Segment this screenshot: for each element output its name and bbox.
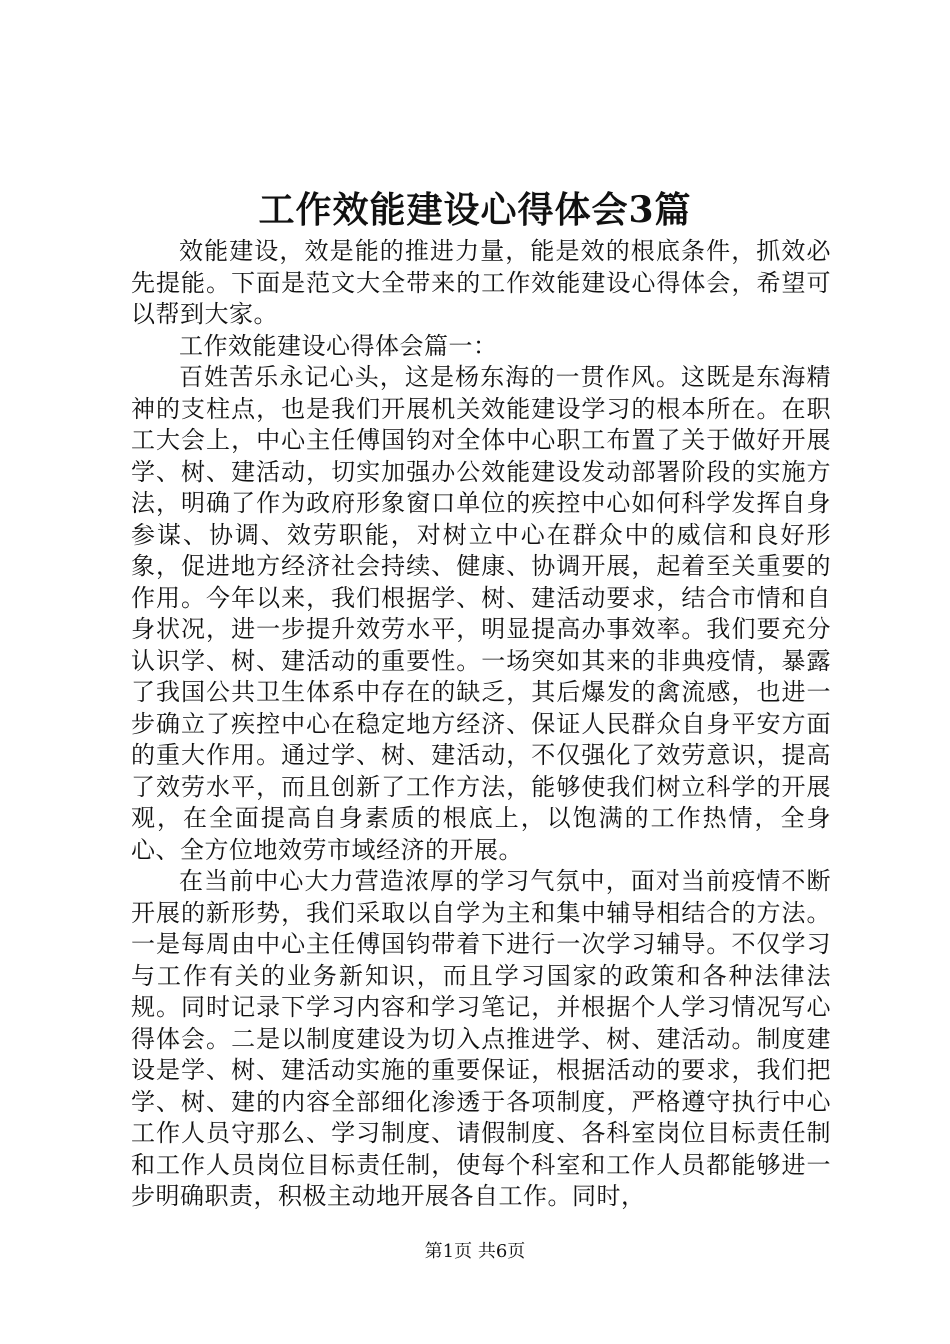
body-paragraph: 百姓苦乐永记心头，这是杨东海的一贯作风。这既是东海精神的支柱点，也是我们开展机关效能建设学习的根本所在。在职工大会上，中心主任傅国钧对全体中心职工布置了关于做好开展学、树、建活动，切实加强办公效能建设发动部署阶段的实施方法，明确了作为政府形象窗口单位的疾控中心如何科学发挥自身参谋、协调、效劳职能，对树立中心在群众中的威信和良好形象，促进地方经济社会持续、健康、协调开展，起着至关重要的作用。今年以来，我们根据学、树、建活动要求，结合市情和自身状况，进一步提升效劳水平，明显提高办事效率。我们要充分认识学、树、建活动的重要性。一场突如其来的非典疫情，暴露了我国公共卫生体系中存在的缺乏，其后爆发的禽流感，也进一步确立了疾控中心在稳定地方经济、保证人民群众自身平安方面的重大作用。通过学、树、建活动，不仅强化了效劳意识，提高了效劳水平，而且创新了工作方法，能够使我们树立科学的开展观，在全面提高自身素质的根底上，以饱满的工作热情，全身心、全方位地效劳市域经济的开展。 <box>131 363 831 864</box>
page-footer: 第1页 共6页 <box>424 1241 526 1262</box>
body-paragraph: 在当前中心大力营造浓厚的学习气氛中，面对当前疫情不断开展的新形势，我们采取以自学为主和集中辅导相结合的方法。一是每周由中心主任傅国钧带着下进行一次学习辅导。不仅学习与工作有关的业务新知识，而且学习国家的政策和各种法律法规。同时记录下学习内容和学习笔记，并根据个人学习情况写心得体会。二是以制度建设为切入点推进学、树、建活动。制度建设是学、树、建活动实施的重要保证，根据活动的要求，我们把学、树、建的内容全部细化渗透于各项制度，严格遵守执行中心工作人员守那么、学习制度、请假制度、各科室岗位目标责任制和工作人员岗位目标责任制，使每个科室和工作人员都能够进一步明确职责，积极主动地开展各自工作。同时， <box>131 867 831 1210</box>
intro-paragraph: 效能建设，效是能的推进力量，能是效的根底条件，抓效必先提能。下面是范文大全带来的工作效能建设心得体会，希望可以帮到大家。 <box>131 237 831 328</box>
document-title: 工作效能建设心得体会3篇 <box>258 189 692 231</box>
section-heading: 工作效能建设心得体会篇一： <box>179 331 498 360</box>
document-body <box>131 236 831 1213</box>
